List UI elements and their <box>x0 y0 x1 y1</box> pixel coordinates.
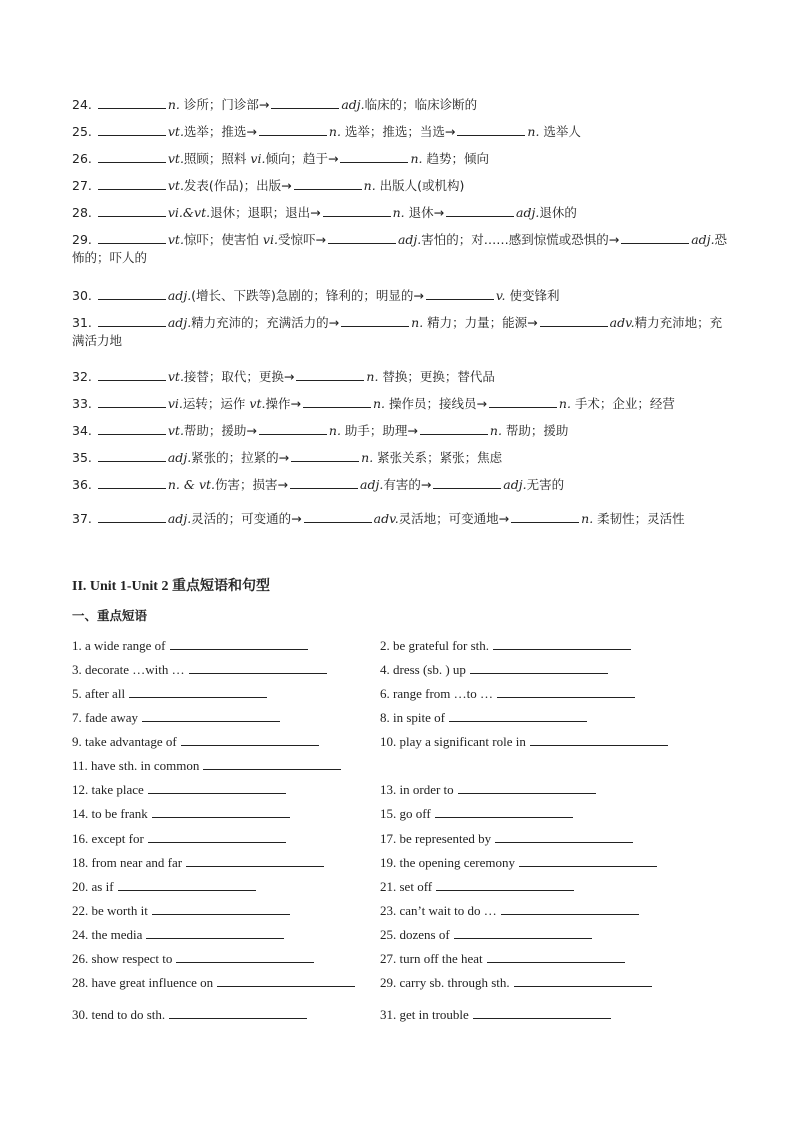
answer-blank[interactable] <box>259 422 327 435</box>
phrase-text: 7. fade away <box>72 710 139 725</box>
part-of-speech: adj. <box>503 477 527 492</box>
item-number: 25. <box>72 124 96 139</box>
answer-blank[interactable] <box>98 422 166 435</box>
definition-text: 恐怖的；吓人的 <box>72 232 728 265</box>
answer-blank[interactable] <box>341 314 409 327</box>
vocab-item <box>72 422 732 440</box>
answer-blank[interactable] <box>458 781 596 794</box>
phrase-text: 26. show respect to <box>72 951 173 966</box>
definition-text: 发表(作品)；出版→ <box>183 178 292 193</box>
definition-text: 选举；推选；当选→ <box>340 124 456 139</box>
definition-text: 伤害；损害→ <box>215 477 288 492</box>
answer-blank[interactable] <box>98 123 166 136</box>
answer-blank[interactable] <box>489 395 557 408</box>
phrase-item <box>380 854 657 871</box>
definition-text: 接替；取代；更换→ <box>183 369 295 384</box>
definition-text: 灵活的；可变通的→ <box>191 511 302 526</box>
definition-text: 选举人 <box>539 124 581 139</box>
answer-blank[interactable] <box>530 733 668 746</box>
vocab-item <box>72 231 732 267</box>
answer-blank[interactable] <box>436 878 574 891</box>
answer-blank[interactable] <box>98 395 166 408</box>
phrase-item <box>380 805 573 822</box>
definition-text: 退休→ <box>404 205 445 220</box>
answer-blank[interactable] <box>446 204 514 217</box>
definition-text: 倾向；趋于→ <box>265 151 339 166</box>
part-of-speech: adv. <box>609 315 635 330</box>
phrase-text: 20. as if <box>72 879 114 894</box>
answer-blank[interactable] <box>98 177 166 190</box>
answer-blank[interactable] <box>497 685 635 698</box>
answer-blank[interactable] <box>328 231 396 244</box>
answer-blank[interactable] <box>129 685 267 698</box>
answer-blank[interactable] <box>146 926 284 939</box>
answer-blank[interactable] <box>426 287 494 300</box>
phrase-text: 16. except for <box>72 831 144 846</box>
phrase-item <box>380 878 574 895</box>
vocab-item <box>72 123 732 141</box>
item-number: 36. <box>72 477 96 492</box>
phrase-item <box>380 661 608 678</box>
answer-blank[interactable] <box>98 476 166 489</box>
phrase-text: 8. in spite of <box>380 710 445 725</box>
answer-blank[interactable] <box>291 449 359 462</box>
answer-blank[interactable] <box>290 476 358 489</box>
part-of-speech: vi. <box>262 232 278 247</box>
phrase-text: 3. decorate …with … <box>72 662 185 677</box>
definition-text: 精力充沛地；充满活力地 <box>72 315 723 348</box>
phrase-item <box>72 926 284 943</box>
answer-blank[interactable] <box>519 854 657 867</box>
phrase-item <box>72 1006 307 1023</box>
phrase-text: 24. the media <box>72 927 143 942</box>
answer-blank[interactable] <box>217 974 355 987</box>
answer-blank[interactable] <box>433 476 501 489</box>
phrase-item <box>72 733 319 750</box>
phrase-item <box>72 902 290 919</box>
item-number: 28. <box>72 205 96 220</box>
answer-blank[interactable] <box>259 123 327 136</box>
answer-blank[interactable] <box>98 204 166 217</box>
phrase-item <box>72 805 290 822</box>
part-of-speech: n. <box>363 178 376 193</box>
phrase-item <box>72 878 256 895</box>
phrase-item <box>72 709 280 726</box>
phrase-item <box>72 661 327 678</box>
phrase-text: 4. dress (sb. ) up <box>380 662 466 677</box>
part-of-speech: vt. <box>167 423 184 438</box>
item-number: 27. <box>72 178 96 193</box>
answer-blank[interactable] <box>148 830 286 843</box>
vocab-item <box>72 314 732 350</box>
definition-text: 临床的；临床诊断的 <box>364 97 478 112</box>
part-of-speech: adj. <box>691 232 715 247</box>
definition-text: (增长、下跌等)急剧的；锋利的；明显的→ <box>191 288 424 303</box>
phrase-item <box>380 830 633 847</box>
answer-blank[interactable] <box>98 96 166 109</box>
definition-text: 灵活地；可变通地→ <box>398 511 510 526</box>
answer-blank[interactable] <box>470 661 608 674</box>
phrase-text: 22. be worth it <box>72 903 148 918</box>
phrase-item <box>72 950 314 967</box>
part-of-speech: vt. <box>167 232 184 247</box>
part-of-speech: vi. <box>167 396 183 411</box>
phrase-text: 28. have great influence on <box>72 975 214 990</box>
part-of-speech: adj. <box>167 315 192 330</box>
phrase-text: 6. range from …to … <box>380 686 494 701</box>
phrase-text: 17. be represented by <box>380 831 492 846</box>
answer-blank[interactable] <box>296 368 364 381</box>
phrase-text: 19. the opening ceremony <box>380 855 516 870</box>
definition-text: 手术；企业；经营 <box>570 396 675 411</box>
phrase-item <box>380 709 587 726</box>
vocab-item <box>72 177 732 195</box>
phrase-text: 21. set off <box>380 879 433 894</box>
phrase-item <box>380 637 631 654</box>
definition-text: 运转；运作 <box>182 396 250 411</box>
phrase-text: 31. get in trouble <box>380 1007 469 1022</box>
vocab-item <box>72 476 732 494</box>
answer-blank[interactable] <box>435 805 573 818</box>
answer-blank[interactable] <box>189 661 327 674</box>
part-of-speech: vt. <box>167 124 184 139</box>
answer-blank[interactable] <box>148 781 286 794</box>
part-of-speech: adj. <box>360 477 384 492</box>
part-of-speech: n. <box>489 423 502 438</box>
phrase-item <box>380 685 635 702</box>
item-number: 35. <box>72 450 96 465</box>
part-of-speech: v. <box>495 288 506 303</box>
answer-blank[interactable] <box>98 150 166 163</box>
definition-text: 照顾；照料 <box>183 151 251 166</box>
part-of-speech: adj. <box>167 511 192 526</box>
part-of-speech: n. <box>361 450 374 465</box>
answer-blank[interactable] <box>495 830 633 843</box>
part-of-speech: n. <box>328 423 341 438</box>
item-number: 32. <box>72 369 96 384</box>
phrase-item <box>72 685 267 702</box>
answer-blank[interactable] <box>304 510 372 523</box>
definition-text: 帮助；援助→ <box>183 423 257 438</box>
item-number: 29. <box>72 232 96 247</box>
definition-text: 帮助；援助 <box>501 423 569 438</box>
part-of-speech: n. <box>527 124 540 139</box>
answer-blank[interactable] <box>169 1006 307 1019</box>
answer-blank[interactable] <box>457 123 525 136</box>
part-of-speech: vt. <box>167 369 184 384</box>
part-of-speech: adj. <box>397 232 422 247</box>
answer-blank[interactable] <box>176 950 314 963</box>
phrase-text: 13. in order to <box>380 782 454 797</box>
part-of-speech: n. <box>581 511 594 526</box>
definition-text: 替换；更换；替代品 <box>378 369 495 384</box>
definition-text: 退休；退职；退出→ <box>210 205 321 220</box>
phrase-item <box>380 950 625 967</box>
answer-blank[interactable] <box>186 854 324 867</box>
phrase-item <box>72 637 308 654</box>
sub-title: 一、重点短语 <box>72 608 148 623</box>
answer-blank[interactable] <box>152 805 290 818</box>
vocab-item <box>72 510 732 528</box>
definition-text: 精力充沛的；充满活力的→ <box>191 315 340 330</box>
phrase-item <box>72 974 355 991</box>
part-of-speech: adj. <box>341 97 365 112</box>
phrase-text: 25. dozens of <box>380 927 450 942</box>
answer-blank[interactable] <box>487 950 625 963</box>
phrase-item <box>380 902 639 919</box>
answer-blank[interactable] <box>98 449 166 462</box>
answer-blank[interactable] <box>340 150 408 163</box>
part-of-speech: n. <box>366 369 379 384</box>
definition-text: 助手；助理→ <box>340 423 418 438</box>
section-title: II. Unit 1-Unit 2 重点短语和句型 <box>72 579 270 594</box>
part-of-speech: adj. <box>516 205 540 220</box>
phrase-text: 12. take place <box>72 782 144 797</box>
answer-blank[interactable] <box>449 709 587 722</box>
answer-blank[interactable] <box>454 926 592 939</box>
phrase-text: 30. tend to do sth. <box>72 1007 166 1022</box>
phrase-item <box>380 733 668 750</box>
item-number: 33. <box>72 396 96 411</box>
part-of-speech: n. <box>392 205 405 220</box>
answer-blank[interactable] <box>203 757 341 770</box>
definition-text: 受惊吓→ <box>277 232 326 247</box>
definition-text: 使变锋利 <box>505 288 560 303</box>
phrase-item <box>72 757 341 774</box>
part-of-speech: n. <box>328 124 341 139</box>
phrase-text: 2. be grateful for sth. <box>380 638 490 653</box>
answer-blank[interactable] <box>621 231 689 244</box>
phrase-item <box>380 974 652 991</box>
answer-blank[interactable] <box>98 510 166 523</box>
part-of-speech: vi.&vt. <box>167 205 211 220</box>
phrase-item <box>72 830 286 847</box>
vocab-item <box>72 150 732 168</box>
answer-blank[interactable] <box>181 733 319 746</box>
item-number: 30. <box>72 288 96 303</box>
phrase-item <box>72 781 286 798</box>
part-of-speech: adj. <box>167 450 192 465</box>
answer-blank[interactable] <box>98 368 166 381</box>
phrase-item <box>380 1006 611 1023</box>
phrase-text: 18. from near and far <box>72 855 183 870</box>
definition-text: 精力；力量；能源→ <box>423 315 538 330</box>
vocab-item <box>72 368 732 386</box>
part-of-speech: n. <box>372 396 385 411</box>
answer-blank[interactable] <box>540 314 608 327</box>
definition-text: 退休的 <box>539 205 577 220</box>
definition-text: 紧张的；拉紧的→ <box>191 450 290 465</box>
answer-blank[interactable] <box>493 637 631 650</box>
part-of-speech: adv. <box>373 511 399 526</box>
answer-blank[interactable] <box>118 878 256 891</box>
vocab-item <box>72 287 732 305</box>
vocab-item <box>72 96 732 114</box>
answer-blank[interactable] <box>98 231 166 244</box>
answer-blank[interactable] <box>142 709 280 722</box>
item-number: 34. <box>72 423 96 438</box>
definition-text: 紧张关系；紧张；焦虑 <box>373 450 503 465</box>
part-of-speech: n. <box>410 151 423 166</box>
item-number: 24. <box>72 97 96 112</box>
vocab-item <box>72 449 732 467</box>
part-of-speech: vt. <box>249 396 266 411</box>
item-number: 26. <box>72 151 96 166</box>
phrase-text: 23. can’t wait to do … <box>380 903 497 918</box>
part-of-speech: n. & vt. <box>167 477 216 492</box>
answer-blank[interactable] <box>501 902 639 915</box>
definition-text: 选举；推选→ <box>183 124 257 139</box>
answer-blank[interactable] <box>98 314 166 327</box>
answer-blank[interactable] <box>294 177 362 190</box>
item-number: 37. <box>72 511 96 526</box>
definition-text: 操作员；接线员→ <box>384 396 487 411</box>
vocab-item <box>72 204 732 222</box>
answer-blank[interactable] <box>514 974 652 987</box>
part-of-speech: n. <box>558 396 571 411</box>
part-of-speech: n. <box>411 315 424 330</box>
phrase-text: 9. take advantage of <box>72 734 177 749</box>
phrase-item <box>72 854 324 871</box>
definition-text: 趋势；倾向 <box>422 151 489 166</box>
answer-blank[interactable] <box>152 902 290 915</box>
answer-blank[interactable] <box>170 637 308 650</box>
definition-text: 有害的→ <box>383 477 432 492</box>
definition-text: 诊所；门诊部→ <box>179 97 270 112</box>
phrase-item <box>380 781 596 798</box>
phrase-text: 5. after all <box>72 686 126 701</box>
answer-blank[interactable] <box>303 395 371 408</box>
definition-text: 无害的 <box>526 477 565 492</box>
definition-text: 柔韧性；灵活性 <box>593 511 685 526</box>
vocab-item <box>72 395 732 413</box>
phrase-item <box>380 926 592 943</box>
answer-blank[interactable] <box>98 287 166 300</box>
answer-blank[interactable] <box>323 204 391 217</box>
part-of-speech: vt. <box>167 178 184 193</box>
item-number: 31. <box>72 315 96 330</box>
phrase-text: 10. play a significant role in <box>380 734 526 749</box>
answer-blank[interactable] <box>420 422 488 435</box>
answer-blank[interactable] <box>473 1006 611 1019</box>
phrase-text: 15. go off <box>380 806 431 821</box>
phrase-text: 1. a wide range of <box>72 638 166 653</box>
phrase-text: 14. to be frank <box>72 806 148 821</box>
definition-text: 害怕的；对……感到惊慌或恐惧的→ <box>421 232 620 247</box>
definition-text: 惊吓；使害怕 <box>183 232 263 247</box>
definition-text: 操作→ <box>265 396 301 411</box>
answer-blank[interactable] <box>511 510 579 523</box>
phrase-text: 27. turn off the heat <box>380 951 483 966</box>
definition-text: 出版人(或机构) <box>375 178 465 193</box>
answer-blank[interactable] <box>271 96 339 109</box>
part-of-speech: vt. <box>167 151 184 166</box>
part-of-speech: vi. <box>250 151 266 166</box>
phrase-text: 11. have sth. in common <box>72 758 200 773</box>
part-of-speech: n. <box>167 97 180 112</box>
phrase-text: 29. carry sb. through sth. <box>380 975 510 990</box>
part-of-speech: adj. <box>167 288 192 303</box>
